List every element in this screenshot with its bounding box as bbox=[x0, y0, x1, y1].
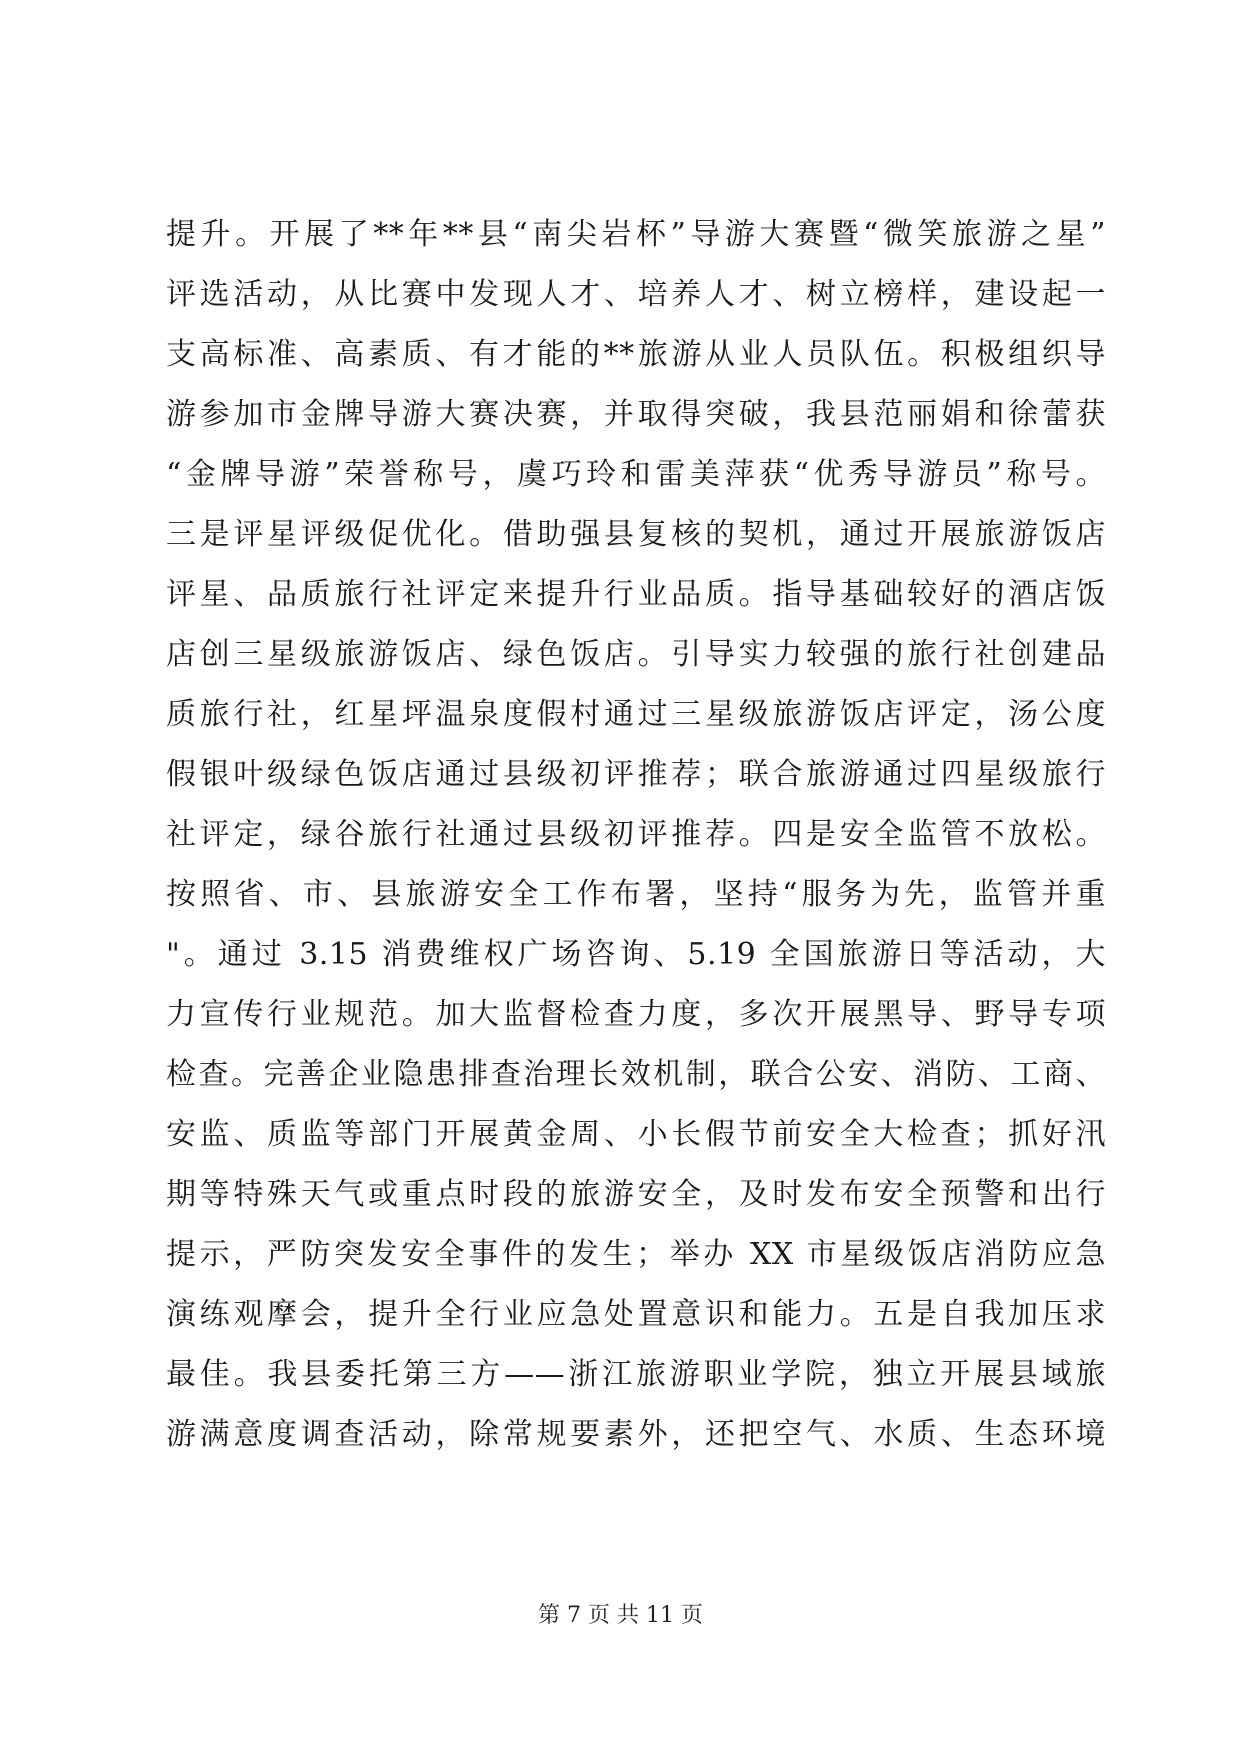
text-line: 最佳。我县委托第三方——浙江旅游职业学院，独立开展县域旅 bbox=[166, 1357, 1106, 1392]
text-line: 安监、质监等部门开展黄金周、小长假节前安全大检查；抓好汛 bbox=[166, 1117, 1106, 1152]
text-line: 社评定，绿谷旅行社通过县级初评推荐。四是安全监管不放松。 bbox=[166, 817, 1106, 852]
text-line: 演练观摩会，提升全行业应急处置意识和能力。五是自我加压求 bbox=[166, 1297, 1106, 1332]
text-line: 按照省、市、县旅游安全工作布署，坚持“服务为先，监管并重 bbox=[166, 877, 1106, 912]
text-line: 三是评星评级促优化。借助强县复核的契机，通过开展旅游饭店 bbox=[166, 517, 1106, 552]
text-line: 力宣传行业规范。加大监督检查力度，多次开展黑导、野导专项 bbox=[166, 997, 1106, 1032]
text-line: "。通过 3.15 消费维权广场咨询、5.19 全国旅游日等活动，大 bbox=[166, 937, 1106, 972]
text-line: 质旅行社，红星坪温泉度假村通过三星级旅游饭店评定，汤公度 bbox=[166, 697, 1106, 732]
text-line: 评星、品质旅行社评定来提升行业品质。指导基础较好的酒店饭 bbox=[166, 577, 1106, 612]
text-line: 支高标准、高素质、有才能的**旅游从业人员队伍。积极组织导 bbox=[166, 337, 1106, 372]
text-line: 游满意度调查活动，除常规要素外，还把空气、水质、生态环境 bbox=[166, 1417, 1106, 1452]
text-line: 店创三星级旅游饭店、绿色饭店。引导实力较强的旅行社创建品 bbox=[166, 637, 1106, 672]
page-number-footer: 第 7 页 共 11 页 bbox=[538, 1603, 703, 1628]
text-line: 检查。完善企业隐患排查治理长效机制，联合公安、消防、工商、 bbox=[166, 1057, 1106, 1092]
text-line: 评选活动，从比赛中发现人才、培养人才、树立榜样，建设起一 bbox=[166, 277, 1106, 312]
text-line: “金牌导游”荣誉称号，虞巧玲和雷美萍获“优秀导游员”称号。 bbox=[166, 457, 1106, 492]
text-line: 提升。开展了**年**县“南尖岩杯”导游大赛暨“微笑旅游之星” bbox=[166, 217, 1106, 252]
text-line: 提示，严防突发安全事件的发生；举办 XX 市星级饭店消防应急 bbox=[166, 1237, 1106, 1272]
text-line: 游参加市金牌导游大赛决赛，并取得突破，我县范丽娟和徐蕾获 bbox=[166, 397, 1106, 432]
body-paragraph bbox=[166, 205, 1106, 1465]
text-line: 假银叶级绿色饭店通过县级初评推荐；联合旅游通过四星级旅行 bbox=[166, 757, 1106, 792]
text-line: 期等特殊天气或重点时段的旅游安全，及时发布安全预警和出行 bbox=[166, 1177, 1106, 1212]
